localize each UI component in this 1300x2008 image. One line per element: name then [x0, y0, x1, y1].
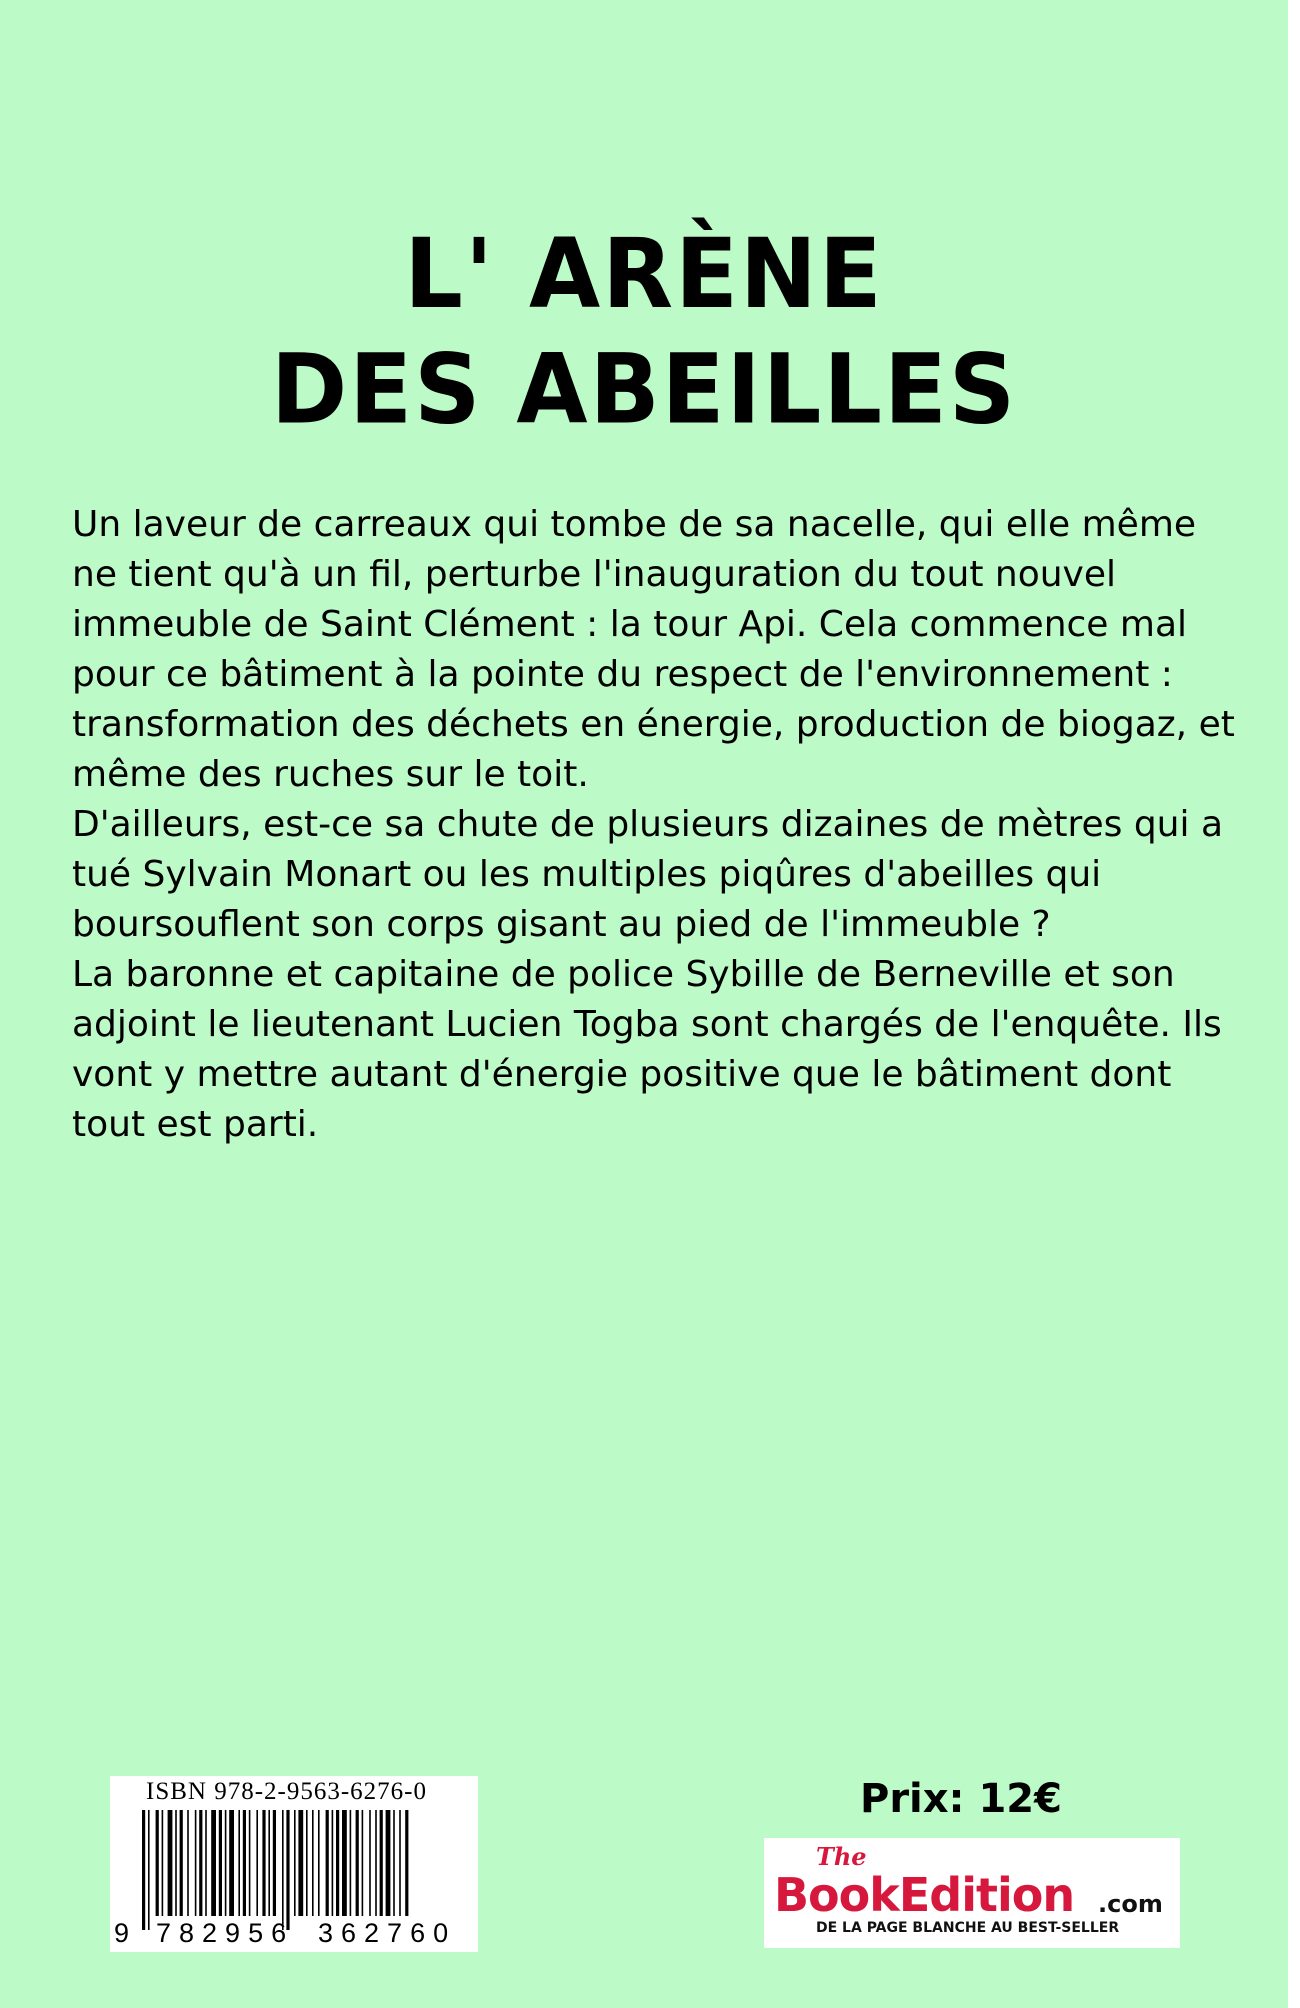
barcode-bar [238, 1810, 240, 1916]
barcode-bar [362, 1810, 364, 1916]
barcode-bar [195, 1810, 197, 1916]
barcode-bar [375, 1810, 377, 1916]
barcode-bar [256, 1810, 258, 1916]
barcode-bar [229, 1810, 234, 1916]
trim-edge [1288, 0, 1300, 2008]
barcode-bar [312, 1810, 314, 1916]
logo-brand: BookEdition [774, 1868, 1075, 1922]
barcode-bar [294, 1810, 296, 1916]
barcode-bar [318, 1810, 320, 1916]
barcode-bar [211, 1810, 216, 1916]
title-line-1: L' ARÈNE [404, 217, 884, 330]
barcode-bar [336, 1810, 339, 1916]
barcode-bar [273, 1810, 276, 1916]
barcode-bar [393, 1810, 395, 1916]
barcode-bar [350, 1810, 352, 1916]
barcode-bar [205, 1810, 207, 1916]
barcode-bar [262, 1810, 265, 1916]
barcode-bar [162, 1810, 164, 1916]
blurb-paragraph-2: D'ailleurs, est-ce sa chute de plusieurs dizaines de mètres qui a tué Sylvain Monart ou les multiples piqûres d'abeilles qui boursouflent son corps gisant au pied de l'immeuble ? [72, 804, 1223, 945]
barcode-bar [286, 1810, 289, 1930]
barcode-bar [219, 1810, 222, 1916]
barcode-digits-right: 362760 [318, 1918, 457, 1948]
publisher-logo [764, 1838, 1180, 1948]
barcode-bar [180, 1810, 183, 1916]
blurb [72, 500, 1252, 1150]
barcode-bar [225, 1810, 227, 1916]
barcode-bar [156, 1810, 159, 1916]
barcode-bar [369, 1810, 371, 1916]
book-title [0, 217, 1288, 448]
isbn-label: ISBN 978-2-9563-6276-0 [146, 1778, 428, 1805]
logo-suffix: .com [1098, 1890, 1163, 1918]
barcode-digit-first: 9 [114, 1918, 130, 1948]
isbn-barcode [110, 1776, 478, 1952]
barcode-bar [306, 1810, 308, 1916]
barcode-bar [298, 1810, 303, 1916]
blurb-paragraph-1: Un laveur de carreaux qui tombe de sa nacelle, qui elle même ne tient qu'à un fil, perturbe l'inauguration du tout nouvel immeuble de Saint Clément : la tour Api. Cela commence mal pour ce bâtiment à la pointe du respect de l'environnement : transformation des déchets en énergie, production de biogaz, et même des ruches sur le toit. [72, 504, 1235, 795]
barcode-bar [187, 1810, 189, 1916]
barcode-bar [342, 1810, 347, 1916]
barcode-bar [243, 1810, 246, 1916]
barcode-bar [249, 1810, 251, 1916]
barcode-bar [326, 1810, 329, 1916]
barcode-bar [332, 1810, 334, 1916]
barcode-bar [142, 1810, 145, 1930]
logo-the: The [816, 1842, 867, 1871]
barcode-bar [199, 1810, 202, 1916]
title-line-2: DES ABEILLES [270, 333, 1018, 446]
barcode-bar [175, 1810, 177, 1916]
barcode-bar [268, 1810, 270, 1916]
blurb-paragraph-3: La baronne et capitaine de police Sybille de Berneville et son adjoint le lieutenant Lucien Togba sont chargés de l'enquête. Ils vont y mettre autant d'énergie positive que le bâtiment dont tout est parti. [72, 954, 1222, 1145]
barcode-bar [386, 1810, 391, 1916]
logo-tagline: DE LA PAGE BLANCHE AU BEST-SELLER [816, 1920, 1120, 1936]
barcode-digits-left: 782956 [156, 1918, 295, 1948]
barcode-bar [405, 1810, 408, 1916]
barcode-bar [148, 1810, 150, 1930]
barcode-bar [399, 1810, 401, 1916]
barcode-bar [282, 1810, 284, 1930]
barcode-digits [110, 1918, 478, 1952]
price-label: Prix: 12€ [860, 1776, 1062, 1822]
barcode-bar [168, 1810, 173, 1916]
barcode-bar [380, 1810, 383, 1916]
barcode-bar [356, 1810, 359, 1916]
